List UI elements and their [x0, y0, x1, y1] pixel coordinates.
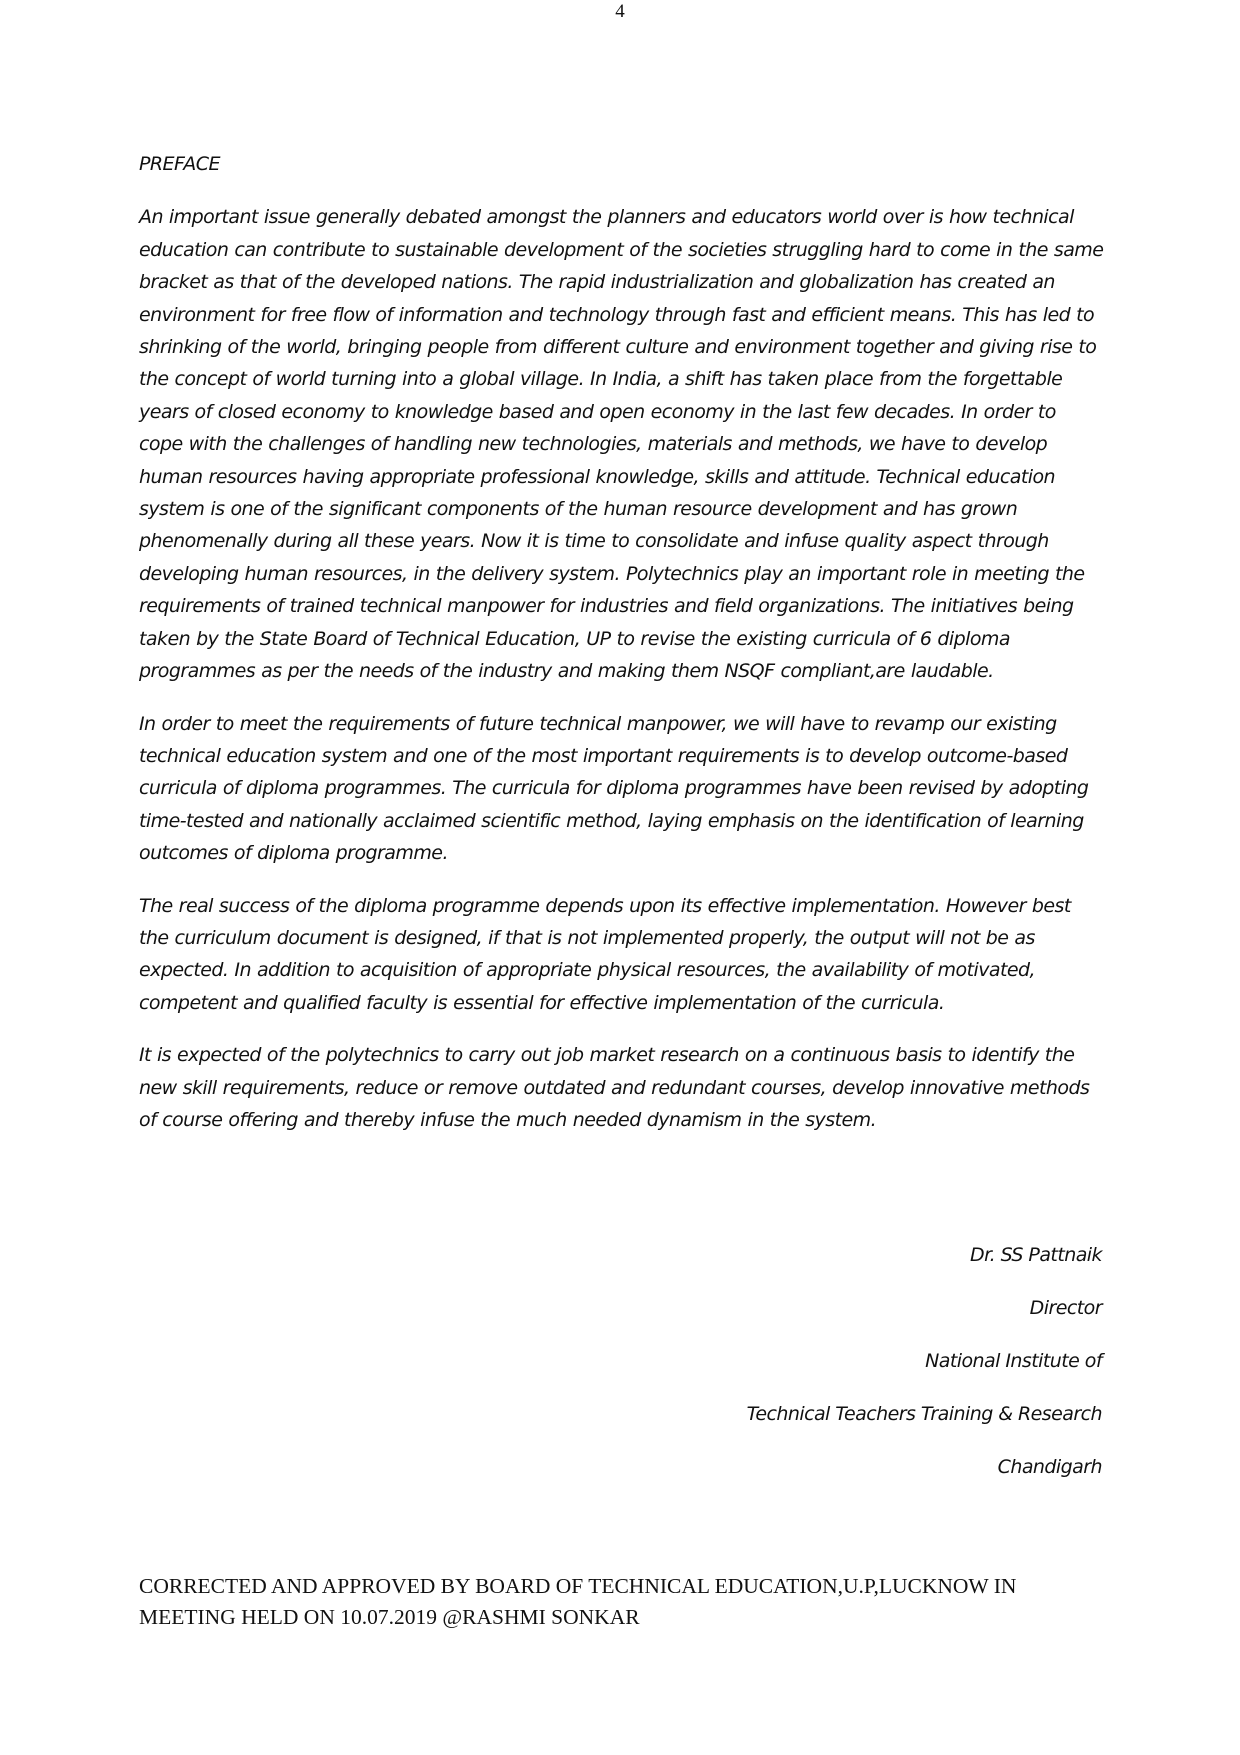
footer-line-1: CORRECTED AND APPROVED BY BOARD OF TECHNICAL EDUCATION,U.P,LUCKNOW IN — [139, 1574, 1017, 1598]
preface-paragraph-4: It is expected of the polytechnics to carry out job market research on a continuous basis to identify the new skill requirements, reduce or remove outdated and redundant courses, develop innovative methods of course offering and thereby infuse the much needed dynamism in the system. — [139, 1044, 1090, 1131]
signatory-org-line-2: Technical Teachers Training & Research — [746, 1403, 1102, 1425]
footer-line-2: MEETING HELD ON 10.07.2019 @RASHMI SONKAR — [139, 1605, 640, 1629]
preface-heading: PREFACE — [139, 153, 220, 175]
page-number: 4 — [615, 1, 625, 22]
preface-paragraph-2: In order to meet the requirements of future technical manpower, we will have to revamp our existing technical education system and one of the most important requirements is to develop outcome-based curricula of diploma programmes. The curricula for diploma programmes have been revised by adopting time-tested and nationally acclaimed scientific method, laying emphasis on the identification of learning outcomes of diploma programme. — [139, 712, 1089, 865]
signature-block — [747, 1243, 1102, 1508]
signatory-org-line-1: National Institute of — [925, 1350, 1102, 1372]
signatory-city: Chandigarh — [997, 1456, 1102, 1478]
signatory-name: Dr. SS Pattnaik — [970, 1244, 1102, 1266]
approval-footer — [139, 1571, 1119, 1633]
preface-paragraph-3: The real success of the diploma programme depends upon its effective implementation. However best the curriculum document is designed, if that is not implemented properly, the output will not be as expected. In addition to acquisition of appropriate physical resources, the availability of motivated, competent and qualified faculty is essential for effective implementation of the curricula. — [139, 894, 1071, 1014]
preface-body — [139, 148, 1104, 1156]
signatory-title: Director — [1029, 1297, 1102, 1319]
preface-paragraph-1: An important issue generally debated amongst the planners and educators world over is how technical education can contribute to sustainable development of the societies struggling hard to come in the same bracket as that of the developed nations. The rapid industrialization and globalization has created an environment for free flow of information and technology through fast and efficient means. This has led to shrinking of the world, bringing people from different culture and environment together and giving rise to the concept of world turning into a global village. In India, a shift has taken place from the forgettable years of closed economy to knowledge based and open economy in the last few decades. In order to cope with the challenges of handling new technologies, materials and methods, we have to develop human resources having appropriate professional knowledge, skills and attitude. Technical education system is one of the significant components of the human resource development and has grown phenomenally during all these years. Now it is time to consolidate and infuse quality aspect through developing human resources, in the delivery system. Polytechnics play an important role in meeting the requirements of trained technical manpower for industries and field organizations. The initiatives being taken by the State Board of Technical Education, UP to revise the existing curricula of 6 diploma programmes as per the needs of the industry and making them NSQF compliant,are laudable. — [139, 206, 1104, 683]
